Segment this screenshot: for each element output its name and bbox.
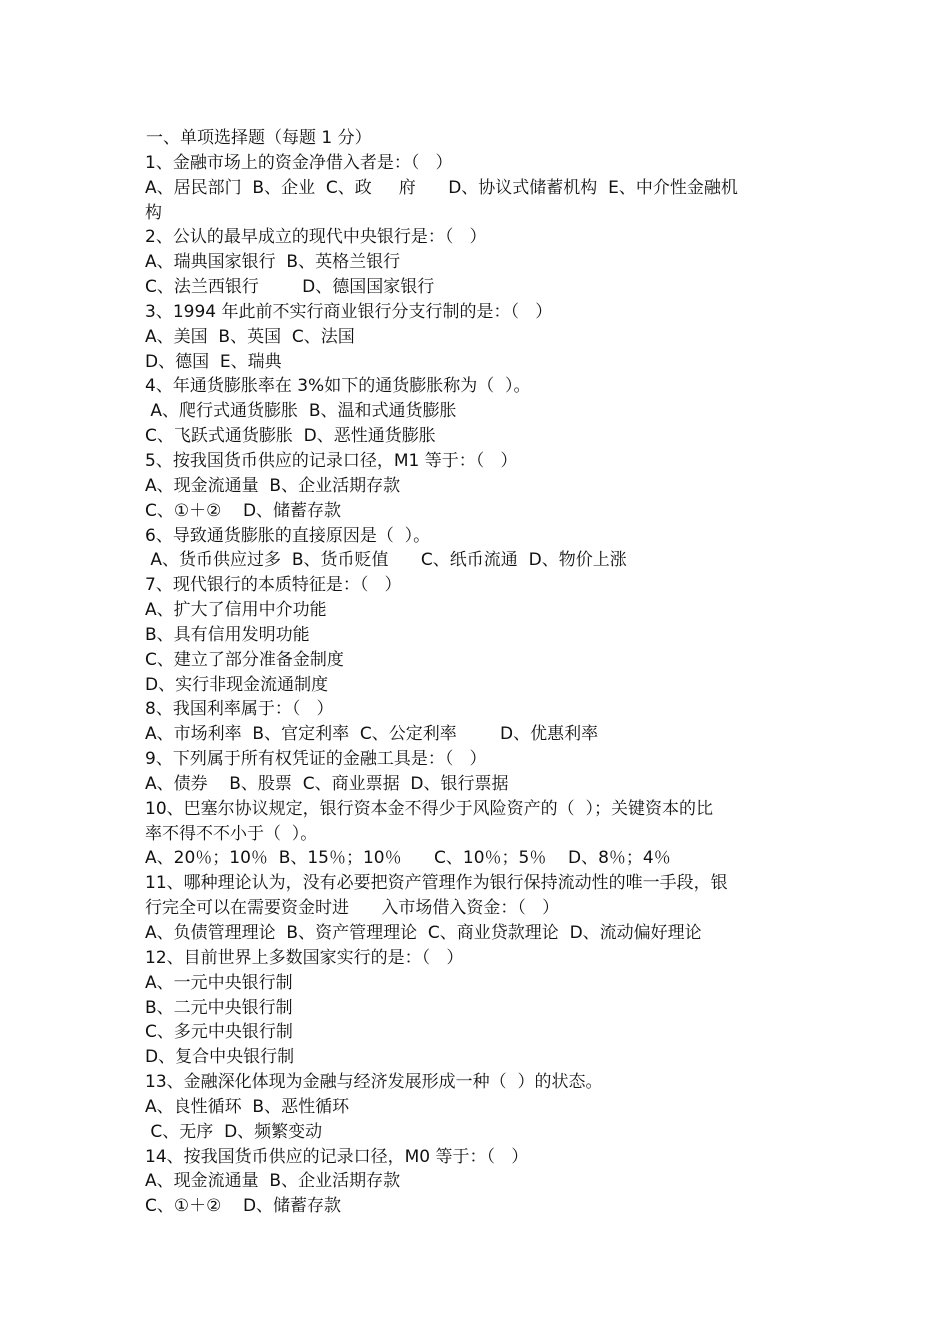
question-9: 9、下列属于所有权凭证的金融工具是：（ ） (145, 749, 487, 770)
question-2: 2、公认的最早成立的现代中央银行是：（ ） (145, 227, 487, 248)
question-13: 13、金融深化体现为金融与经济发展形成一种（ ）的状态。 (145, 1072, 603, 1093)
question-3-options-de: D、德国 E、瑞典 (145, 351, 282, 372)
question-11: 11、哪种理论认为，没有必要把资产管理作为银行保持流动性的唯一手段，银 (145, 873, 728, 894)
question-14: 14、按我国货币供应的记录口径，M0 等于：（ ） (145, 1146, 529, 1167)
question-5-options-ab: A、现金流通量 B、企业活期存款 (145, 475, 401, 496)
question-11-options: A、负债管理理论 B、资产管理理论 C、商业贷款理论 D、流动偏好理论 (145, 923, 702, 943)
question-2-options-ab: A、瑞典国家银行 B、英格兰银行 (145, 252, 401, 273)
question-4: 4、年通货膨胀率在 3%如下的通货膨胀称为（ ）。 (145, 376, 531, 397)
question-8: 8、我国利率属于：（ ） (145, 699, 334, 720)
section-heading: 一、单项选择题（每题 1 分） (146, 128, 372, 148)
question-13-options-cd: C、无序 D、频繁变动 (145, 1121, 323, 1142)
question-6-options: A、货币供应过多 B、货币贬值 C、纸币流通 D、物价上涨 (145, 550, 627, 571)
question-6: 6、导致通货膨胀的直接原因是（ ）。 (145, 525, 431, 546)
question-12-option-b: B、二元中央银行制 (145, 997, 293, 1018)
question-1-options: A、居民部门 B、企业 C、政 府 D、协议式储蓄机构 E、中介性金融机 (145, 177, 738, 198)
question-4-options-cd: C、飞跃式通货膨胀 D、恶性通货膨胀 (145, 426, 436, 447)
question-14-options-ab: A、现金流通量 B、企业活期存款 (145, 1171, 401, 1192)
question-3-options-abc: A、美国 B、英国 C、法国 (145, 326, 355, 347)
question-5-options-cd: C、①＋② D、储蓄存款 (145, 500, 342, 521)
question-7-option-d: D、实行非现金流通制度 (145, 674, 329, 695)
question-12-option-a: A、一元中央银行制 (145, 972, 293, 993)
question-13-options-ab: A、良性循环 B、恶性循环 (145, 1096, 350, 1117)
exam-text-block (145, 126, 815, 1219)
question-7: 7、现代银行的本质特征是：（ ） (145, 575, 402, 596)
question-10-options: A、20％；10％ B、15％；10％ C、10％；5％ D、8％；4％ (145, 848, 671, 869)
question-12: 12、目前世界上多数国家实行的是：（ ） (145, 947, 464, 968)
question-12-option-c: C、多元中央银行制 (145, 1022, 293, 1043)
question-14-options-cd: C、①＋② D、储蓄存款 (145, 1196, 342, 1217)
question-4-options-ab: A、爬行式通货膨胀 B、温和式通货膨胀 (145, 401, 457, 422)
question-1-options-cont: 构 (145, 202, 162, 223)
question-7-option-a: A、扩大了信用中介功能 (145, 600, 327, 621)
question-10: 10、巴塞尔协议规定，银行资本金不得少于风险资产的（ ）；关键资本的比 (145, 798, 713, 819)
question-12-option-d: D、复合中央银行制 (145, 1047, 295, 1068)
question-11-cont: 行完全可以在需要资金时进 入市场借入资金：（ ） (145, 898, 560, 919)
question-9-options: A、债券 B、股票 C、商业票据 D、银行票据 (145, 773, 509, 794)
question-2-options-cd: C、法兰西银行 D、德国国家银行 (145, 277, 435, 298)
question-8-options: A、市场利率 B、官定利率 C、公定利率 D、优惠利率 (145, 724, 599, 745)
question-10-cont: 率不得不不小于（ ）。 (145, 823, 318, 844)
question-3: 3、1994 年此前不实行商业银行分支行制的是：（ ） (145, 301, 553, 322)
question-7-option-b: B、具有信用发明功能 (145, 624, 310, 645)
question-1: 1、金融市场上的资金净借入者是：（ ） (145, 152, 453, 173)
question-7-option-c: C、建立了部分准备金制度 (145, 649, 344, 670)
question-5: 5、按我国货币供应的记录口径，M1 等于：（ ） (145, 450, 518, 471)
